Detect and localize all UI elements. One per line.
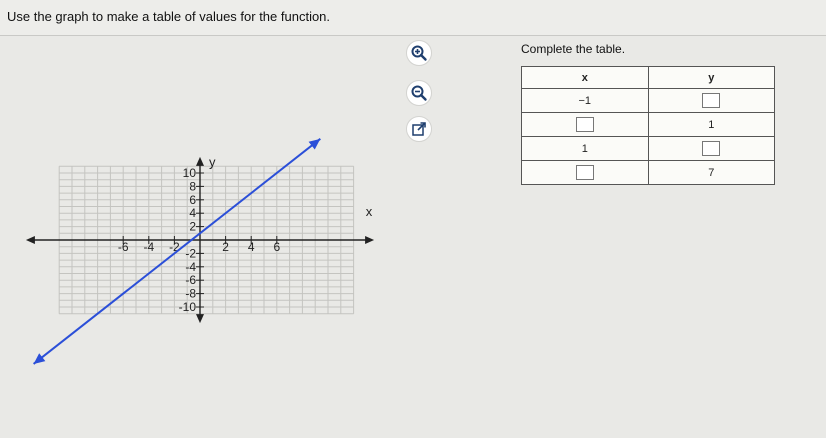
values-table <box>521 66 775 185</box>
cell-x-input <box>522 113 649 137</box>
table-body <box>522 89 775 185</box>
y-axis-up-arrow <box>196 157 204 166</box>
y-tick-label: 4 <box>189 206 196 221</box>
x-tick-label: -2 <box>169 240 180 254</box>
pop-out-button[interactable] <box>406 116 432 142</box>
x-axis-left-arrow <box>26 236 35 244</box>
y-tick-label: -6 <box>185 273 196 288</box>
table-title: Complete the table. <box>521 42 626 56</box>
x-tick-label: 6 <box>273 240 281 254</box>
x-axis-right-arrow <box>365 236 374 244</box>
x-tick-label: 4 <box>247 240 255 254</box>
table-header-row <box>522 67 775 89</box>
answer-input-y[interactable] <box>702 141 720 156</box>
y-tick-label: -4 <box>185 259 196 274</box>
function-line-arrow-start <box>34 353 46 364</box>
function-line-arrow-end <box>309 139 321 150</box>
header-y: y <box>648 67 775 89</box>
y-axis-down-arrow <box>196 314 204 323</box>
cell-y: 1 <box>648 113 775 137</box>
cell-y-input <box>648 137 775 161</box>
header-x: x <box>522 67 649 89</box>
cell-y: 7 <box>648 161 775 185</box>
instruction-text: Use the graph to make a table of values for the function. <box>7 9 331 24</box>
table-row <box>522 89 775 113</box>
y-tick-label: 10 <box>182 166 196 180</box>
y-tick-label: -10 <box>178 300 196 314</box>
pop-out-icon <box>410 120 428 138</box>
cell-y-input <box>648 89 775 113</box>
answer-input-x[interactable] <box>576 165 594 180</box>
y-tick-label: 8 <box>189 179 196 194</box>
y-tick-label: 6 <box>189 192 196 207</box>
coordinate-graph <box>24 40 394 405</box>
graph-svg <box>24 40 394 405</box>
x-tick-label: -4 <box>143 240 155 254</box>
cell-x-input <box>522 161 649 185</box>
answer-input-x[interactable] <box>576 117 594 132</box>
y-tick-label: 2 <box>189 219 196 234</box>
answer-input-y[interactable] <box>702 93 720 108</box>
x-tick-label: 2 <box>222 240 229 254</box>
table-row <box>522 137 775 161</box>
zoom-out-icon <box>410 84 428 102</box>
x-axis-label: x <box>365 204 373 219</box>
cell-x: 1 <box>522 137 649 161</box>
zoom-out-button[interactable] <box>406 80 432 106</box>
y-tick-label: -2 <box>185 246 196 261</box>
table-row <box>522 161 775 185</box>
y-tick-label: -8 <box>185 286 196 301</box>
zoom-in-button[interactable] <box>406 40 432 66</box>
cell-x: −1 <box>522 89 649 113</box>
instruction-bar <box>0 0 826 36</box>
x-tick-label: -6 <box>117 240 129 254</box>
y-axis-label: y <box>209 154 216 170</box>
zoom-in-icon <box>410 44 428 62</box>
table-row <box>522 113 775 137</box>
